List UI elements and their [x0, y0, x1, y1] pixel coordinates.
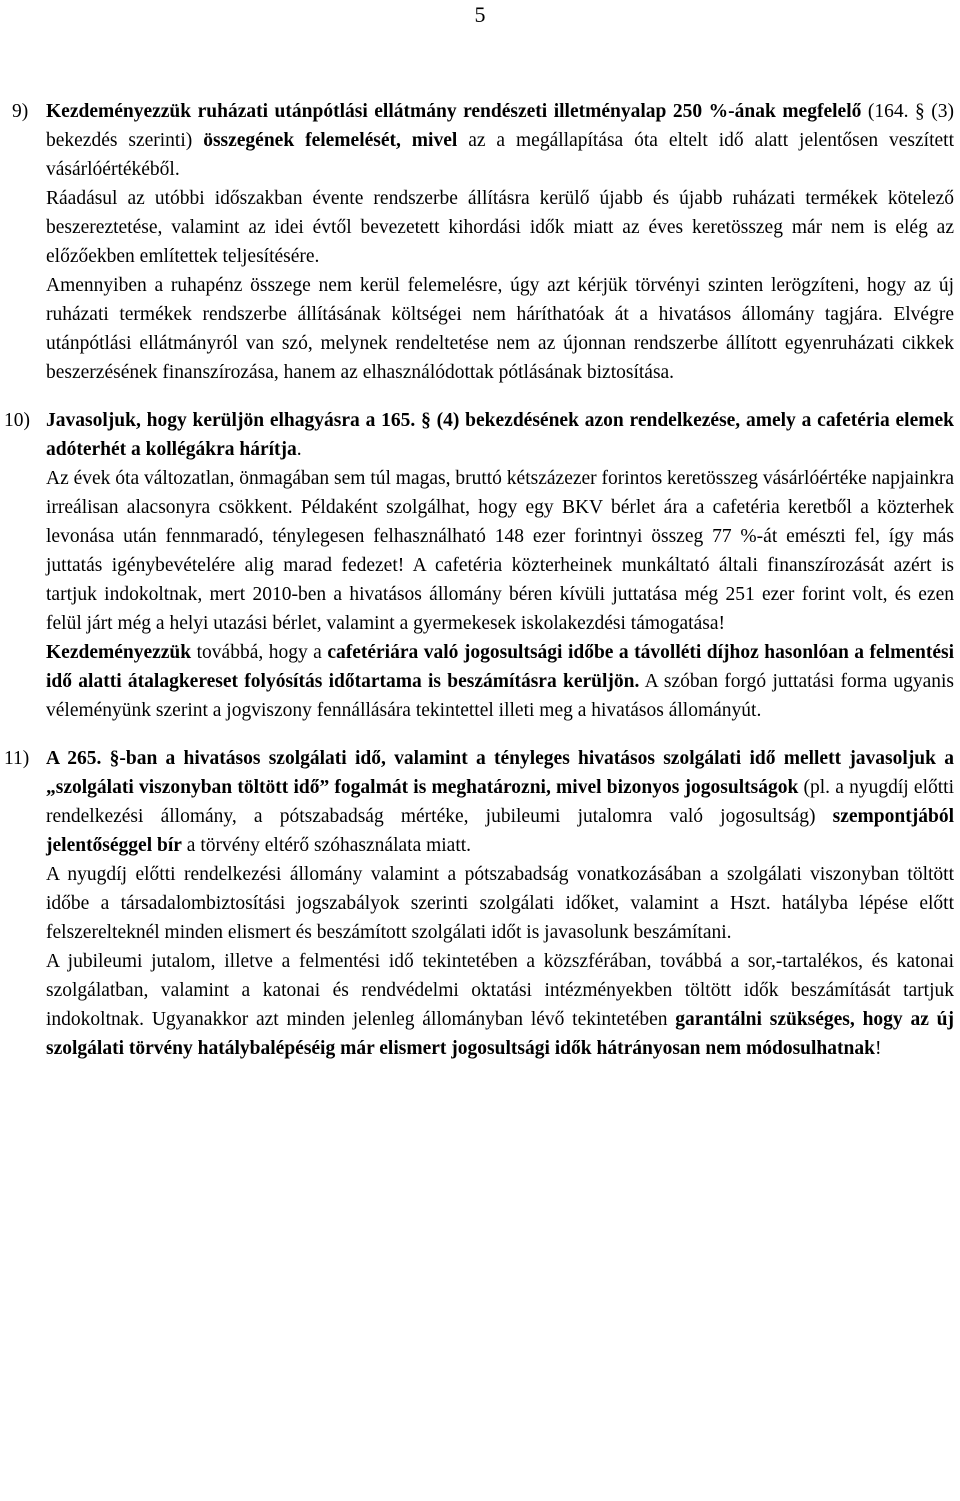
- item-heading: [46, 97, 954, 184]
- paragraph: [0, 638, 960, 725]
- heading-bold-run: A 265. §-ban a hivatásos szolgálati idő, valamint a tényleges hivatásos szolgálati idő mellett javasoljuk a „szolgálati viszonyban töltött idő” fogalmát is meghatározni, mivel bizonyos jogosultságok: [46, 748, 954, 798]
- paragraph-run: Amennyiben a ruhapénz összege nem kerül felemelésre, úgy azt kérjük törvényi szinten lerögzíteni, hogy az új ruházati termékek rendszerbe állításának költségei nem háríthatóak át a hivatásos állomány tagjára. Elvégre utánpótlási ellátmányról van szó, melynek rendeltetése nem az újonnan rendszerbe állított egyenruházati cikkek beszerzésének finanszírozása, hanem az elhasználódottak pótlásának biztosítása.: [46, 275, 954, 383]
- item-number: 9): [12, 101, 29, 122]
- paragraph: [0, 860, 960, 947]
- heading-run: (164. § (3) bekezdés szerinti): [46, 101, 954, 151]
- paragraph-bold-run: Kezdeményezzük: [46, 642, 192, 663]
- item-heading: [46, 406, 954, 464]
- paragraph-run: A jubileumi jutalom, illetve a felmentési idő tekintetében a közszférában, továbbá a sor,-tartalékos, és katonai szolgálatban, valamint a katonai és rendvédelmi oktatási intézményekben töltött idők beszámítását tartjuk indokoltnak. Ugyanakkor azt minden jelenleg állományban lévő tekintetében: [46, 951, 954, 1030]
- paragraph-run: A szóban forgó juttatási forma ugyanis véleményünk szerint a jogviszony fennállására tekintettel illeti meg a hivatásos állományút.: [46, 671, 954, 721]
- list-item-10: [0, 406, 960, 464]
- heading-bold-run: összegének felemelését, mivel: [203, 130, 458, 151]
- paragraph-run: Ráadásul az utóbbi időszakban évente rendszerbe állításra kerülő újabb és újabb ruházati termékek kötelező beszereztetése, valamint az idei évtől bevezetett kihordási idők miatt az éves keretösszeg már nem is elég az előzőekben említettek teljesítésére.: [46, 188, 954, 267]
- paragraph-run: !: [874, 1038, 882, 1059]
- paragraph: [0, 947, 960, 1063]
- item-heading: [46, 744, 954, 860]
- list-item-11: [0, 744, 960, 860]
- heading-run: (pl. a nyugdíj előtti rendelkezési állomány, a pótszabadság mértéke, jubileumi jutalomra való jogosultság): [46, 777, 954, 827]
- paragraph-run: A nyugdíj előtti rendelkezési állomány valamint a pótszabadság vonatkozásában a szolgálati viszonyban töltött időbe a társadalombiztosítási jogszabályok szerinti szolgálati időket, valamint a Hszt. hatályba lépése előtt felszerelteknél minden elismert és beszámított szolgálati időt is javasolunk beszámítani.: [46, 864, 954, 943]
- paragraph-bold-run: cafetériára való jogosultsági időbe a távolléti díjhoz hasonlóan a felmentési idő alatti átalagkereset folyósítás időtartama is beszámításra kerüljön.: [46, 642, 954, 692]
- page-number: 5: [474, 2, 486, 27]
- item-number: 11): [4, 748, 30, 769]
- paragraph: [0, 184, 960, 271]
- paragraph-bold-run: garantálni szükséges, hogy az új szolgálati törvény hatálybalépéséig már elismert jogosultsági idők hátrányosan nem módosulhatnak: [46, 1009, 954, 1059]
- document-body: [0, 97, 960, 1063]
- list-item-9: [0, 97, 960, 184]
- paragraph: [0, 464, 960, 638]
- paragraph-run: Az évek óta változatlan, önmagában sem túl magas, bruttó kétszázezer forintos keretösszeg vásárlóértéke napjainkra irreálisan alacsonyra csökkent. Példaként szolgálhat, hogy egy BKV bérlet ára a cafetéria keretből a közterhek levonása után fennmaradó, ténylegesen felhasználható 148 ezer forintnyi összeg 77 %-át emészti fel, így más juttatás igénybevételére alig marad fedezet! A cafetéria közterheinek munkáltató általi finanszírozását azért is tartjuk indokoltnak, mert 2010-ben a hivatásos állomány béren kívüli juttatása még 251 ezer forint volt, és ezen felül járt még a helyi utazási bérlet, valamint a gyermekesek iskolakezdési támogatása!: [46, 468, 954, 634]
- heading-bold-run: szempontjából jelentőséggel bír: [46, 806, 954, 856]
- heading-bold-run: Javasoljuk, hogy kerüljön elhagyásra a 165. § (4) bekezdésének azon rendelkezése, amely a cafetéria elemek adóterhét a kollégákra hárítja: [46, 410, 954, 460]
- heading-run: a törvény eltérő szóhasználata miatt.: [181, 835, 472, 856]
- paragraph: [0, 271, 960, 387]
- heading-run: az a megállapítása óta eltelt idő alatt jelentősen veszített vásárlóértékéből.: [46, 130, 955, 180]
- item-number: 10): [4, 410, 30, 431]
- paragraph-run: továbbá, hogy a: [191, 642, 328, 663]
- heading-run: .: [296, 439, 302, 460]
- heading-bold-run: Kezdeményezzük ruházati utánpótlási ellátmány rendészeti illetményalap 250 %-ának megfelelő: [46, 101, 862, 122]
